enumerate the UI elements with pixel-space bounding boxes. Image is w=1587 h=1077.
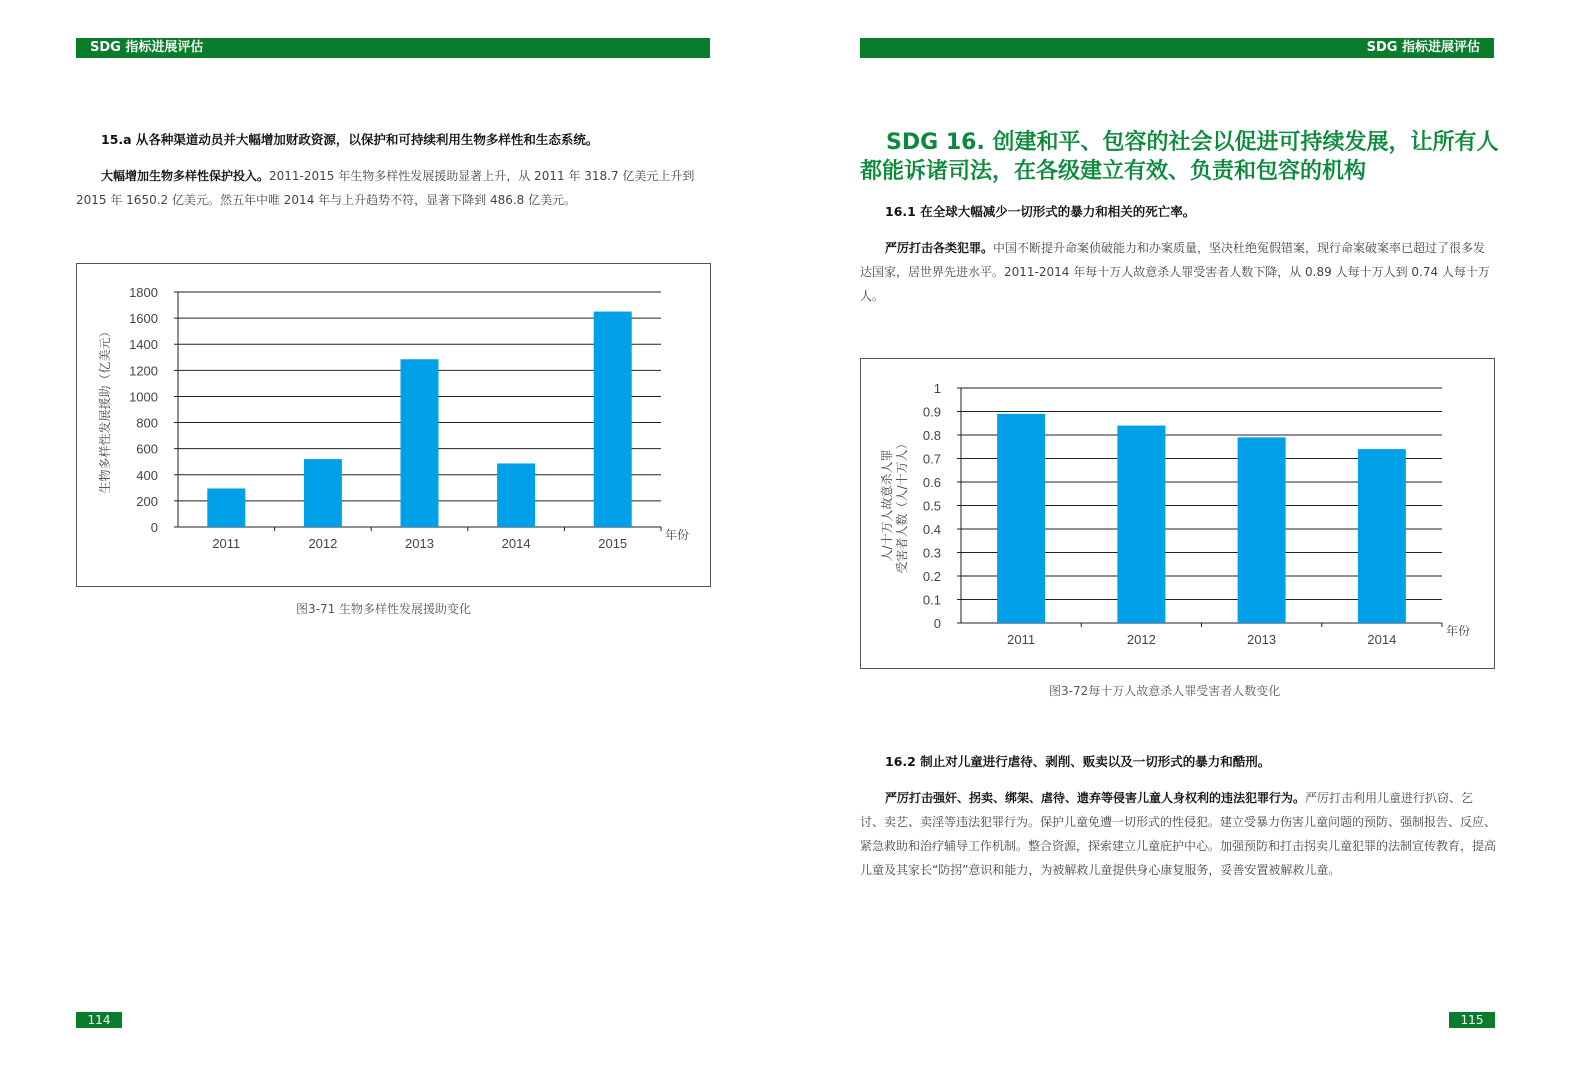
y-tick-label: 0.7 — [922, 451, 941, 467]
x-tick-label: 2013 — [1247, 632, 1277, 647]
y-tick-label: 600 — [136, 441, 158, 457]
paragraph-15a — [76, 164, 712, 212]
y-tick-label: 1200 — [129, 363, 158, 379]
page-number-right: 115 — [1449, 1012, 1495, 1028]
y-tick-label: 1400 — [129, 337, 158, 353]
paragraph-lead: 严厉打击强奸、拐卖、绑架、虐待、遗弃等侵害儿童人身权利的违法犯罪行为。 — [885, 791, 1306, 805]
x-tick-label: 2014 — [1367, 632, 1397, 647]
y-tick-label: 400 — [136, 467, 158, 483]
sdg16-title: SDG 16. 创建和平、包容的社会以促进可持续发展，让所有人都能诉诸司法，在各级建立有效、负责和包容的机构 — [860, 130, 1499, 184]
y-tick-label: 800 — [136, 415, 158, 431]
chart-biodiversity — [76, 263, 711, 587]
bar-2013 — [1238, 437, 1286, 623]
x-tick-label: 2014 — [501, 536, 531, 551]
chart-homicide — [860, 358, 1495, 669]
x-tick-label: 2011 — [1007, 632, 1036, 647]
paragraph-161 — [860, 236, 1496, 308]
y-tick-label: 1 — [933, 381, 941, 396]
x-axis-label: 年份 — [665, 528, 690, 542]
figure-caption-71: 图3-71 生物多样性发展援助变化 — [296, 602, 472, 616]
paragraph-162 — [860, 786, 1496, 882]
section-heading-161: 16.1 在全球大幅减少一切形式的暴力和相关的死亡率。 — [885, 204, 1196, 219]
y-tick-label: 0 — [150, 520, 158, 535]
header-left: SDG 指标进展评估 — [76, 38, 710, 58]
bar-2015 — [594, 312, 632, 527]
paragraph-body: 2011-2015 年生物多样性发展援助显著上升，从 2011 年 318.7 亿美元上升到 2015 年 1650.2 亿美元。然五年中唯 2014 年与上升趋势不符，显著下降到 486.8 亿美元。 — [76, 169, 695, 207]
bar-2011 — [207, 488, 245, 527]
y-tick-label: 1800 — [129, 285, 158, 300]
x-tick-label: 2015 — [598, 536, 628, 551]
y-tick-label: 0.5 — [922, 498, 941, 514]
x-tick-label: 2012 — [1126, 632, 1156, 647]
x-tick-label: 2013 — [405, 536, 434, 551]
y-tick-label: 0.2 — [922, 569, 941, 584]
paragraph-body: 严厉打击利用儿童进行扒窃、乞讨、卖艺、卖淫等违法犯罪行为。保护儿童免遭一切形式的性侵犯。建立受暴力伤害儿童问题的预防、强制报告、反应、紧急救助和治疗辅导工作机制。整合资源，探索建立儿童庇护中心。加强预防和打击拐卖儿童犯罪的法制宣传教育，提高儿童及其家长“防拐”意识和能力，为被解救儿童提供身心康复服务，妥善安置被解救儿童。 — [860, 791, 1497, 877]
bar-2014 — [1358, 449, 1406, 623]
bar-2011 — [997, 414, 1045, 623]
y-tick-label: 200 — [136, 493, 158, 509]
x-tick-label: 2011 — [212, 536, 241, 551]
figure-caption-72: 图3-72每十万人故意杀人罪受害者人数变化 — [1049, 684, 1281, 698]
bar-2013 — [401, 359, 439, 527]
y-tick-label: 0.6 — [922, 475, 941, 490]
y-tick-label: 0.8 — [922, 428, 941, 443]
bar-2012 — [304, 459, 342, 527]
y-tick-label: 1600 — [129, 311, 158, 327]
header-right: SDG 指标进展评估 — [860, 38, 1494, 58]
x-tick-label: 2012 — [308, 536, 338, 551]
y-tick-label: 0.4 — [922, 522, 941, 537]
paragraph-lead: 严厉打击各类犯罪。 — [885, 241, 994, 255]
paragraph-body: 中国不断提升命案侦破能力和办案质量，坚决杜绝冤假错案，现行命案破案率已超过了很多发达国家，居世界先进水平。2011-2014 年每十万人故意杀人罪受害者人数下降，从 0.89 人每十万人到 0.74 人每十万人。 — [860, 241, 1490, 303]
y-tick-label: 0.9 — [922, 404, 941, 420]
y-axis-label: 受害者人数（人/十万人） — [895, 437, 909, 574]
section-heading-15a: 15.a 从各种渠道动员并大幅增加财政资源，以保护和可持续利用生物多样性和生态系统。 — [101, 132, 599, 147]
y-tick-label: 0 — [933, 616, 941, 631]
y-axis-label: 人/十万人故意杀人罪 — [880, 449, 894, 562]
paragraph-lead: 大幅增加生物多样性保护投入。 — [101, 169, 270, 183]
section-heading-162: 16.2 制止对儿童进行虐待、剥削、贩卖以及一切形式的暴力和酷刑。 — [885, 754, 1271, 769]
y-tick-label: 0.1 — [922, 592, 941, 608]
bar-2014 — [497, 463, 535, 527]
page-number-left: 114 — [76, 1012, 122, 1028]
y-tick-label: 0.3 — [922, 545, 941, 561]
y-axis-label: 生物多样性发展援助（亿美元） — [98, 325, 112, 494]
y-tick-label: 1000 — [129, 389, 158, 405]
bar-2012 — [1117, 426, 1165, 623]
x-axis-label: 年份 — [1446, 624, 1471, 638]
